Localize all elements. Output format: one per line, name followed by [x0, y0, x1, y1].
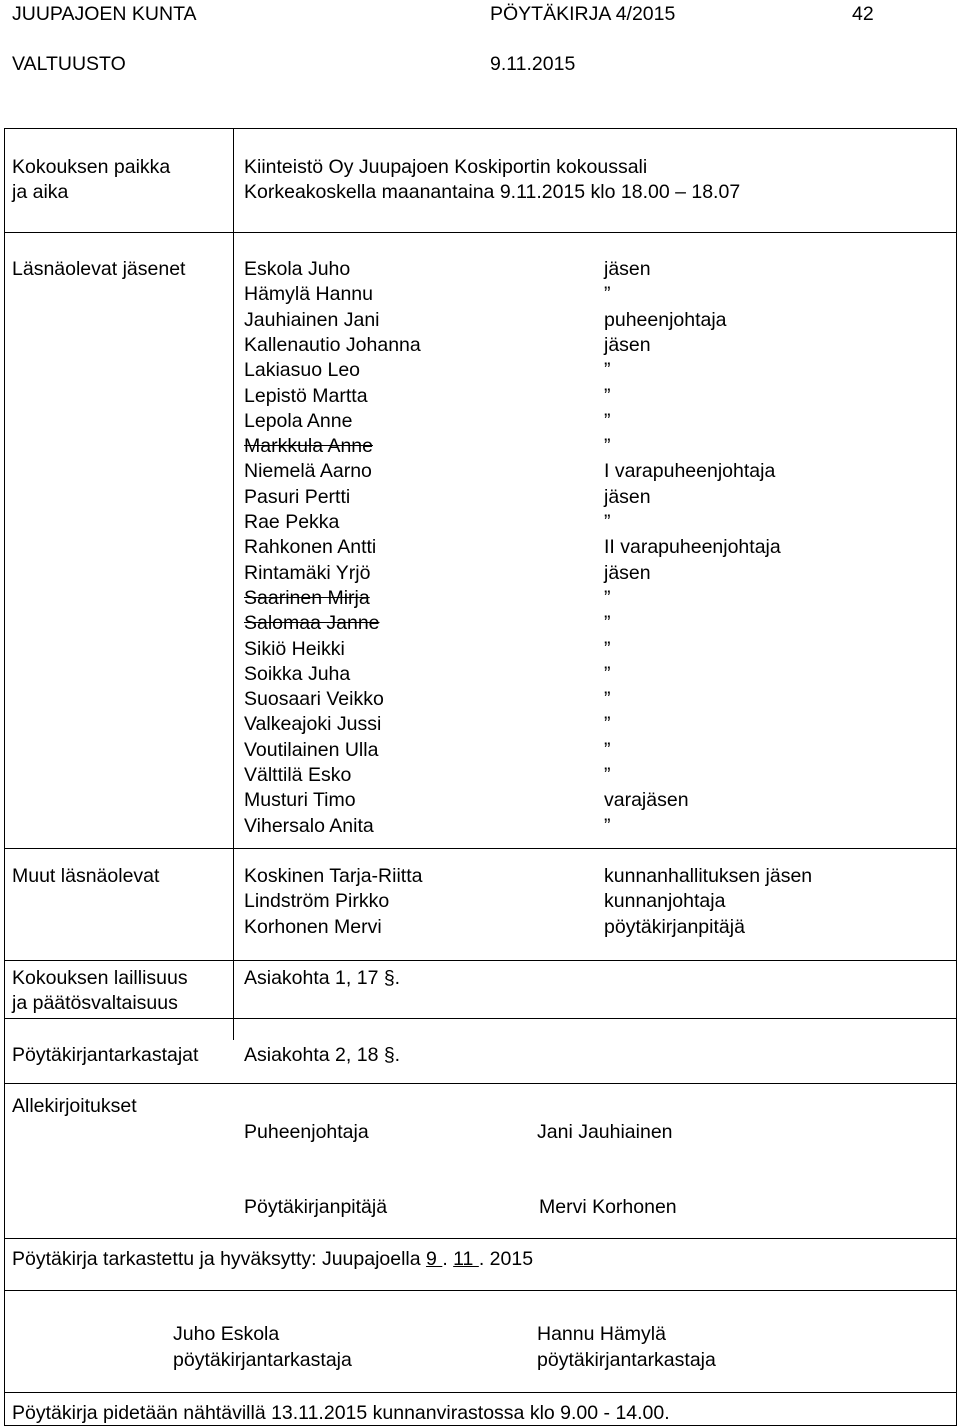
member-role: ” — [604, 385, 611, 407]
row-divider — [4, 1083, 957, 1084]
signatures-label: Allekirjoitukset — [12, 1095, 137, 1117]
other-person-name: Lindström Pirkko — [244, 890, 390, 912]
secretary-title: Pöytäkirjanpitäjä — [244, 1196, 388, 1218]
column-divider — [233, 128, 234, 1040]
member-role: jäsen — [604, 562, 651, 584]
checker-title: pöytäkirjantarkastaja — [537, 1349, 716, 1371]
member-name: Saarinen Mirja — [244, 587, 370, 609]
body-name: VALTUUSTO — [12, 53, 126, 75]
member-role: ” — [604, 713, 611, 735]
member-role: ” — [604, 815, 611, 837]
approval-line — [12, 1247, 533, 1272]
approval-separator: . — [442, 1248, 454, 1270]
member-name: Voutilainen Ulla — [244, 739, 379, 761]
document-date: 9.11.2015 — [490, 53, 576, 75]
checker-name: Juho Eskola — [173, 1323, 280, 1345]
secretary-name: Mervi Korhonen — [539, 1196, 677, 1218]
row-divider — [4, 1018, 957, 1019]
member-role: ” — [604, 764, 611, 786]
present-members-label: Läsnäolevat jäsenet — [12, 258, 186, 280]
member-role: ” — [604, 359, 611, 381]
member-name: Välttilä Esko — [244, 764, 352, 786]
legality-label-line1: Kokouksen laillisuus — [12, 967, 188, 989]
row-divider — [4, 848, 957, 849]
member-role: varajäsen — [604, 789, 689, 811]
row-divider — [4, 1290, 957, 1291]
checker-title: pöytäkirjantarkastaja — [173, 1349, 352, 1371]
checker-name: Hannu Hämylä — [537, 1323, 666, 1345]
member-role: ” — [604, 688, 611, 710]
legality-value: Asiakohta 1, 17 §. — [244, 967, 401, 989]
member-name: Soikka Juha — [244, 663, 351, 685]
member-role: ” — [604, 638, 611, 660]
member-role: ” — [604, 612, 611, 634]
member-name: Lakiasuo Leo — [244, 359, 361, 381]
other-person-name: Koskinen Tarja-Riitta — [244, 865, 423, 887]
member-name: Eskola Juho — [244, 258, 351, 280]
other-person-role: kunnanhallituksen jäsen — [604, 865, 813, 887]
page-number: 42 — [852, 3, 874, 25]
meeting-label-line2: ja aika — [12, 181, 69, 203]
frame-top-border — [4, 128, 957, 129]
footer-note: Pöytäkirja pidetään nähtävillä 13.11.2015 kunnanvirastossa klo 9.00 - 14.00. — [12, 1402, 670, 1424]
member-name: Salomaa Janne — [244, 612, 380, 634]
member-role: ” — [604, 511, 611, 533]
member-name: Lepola Anne — [244, 410, 353, 432]
other-person-role: pöytäkirjanpitäjä — [604, 916, 745, 938]
approval-year: . 2015 — [478, 1248, 534, 1270]
member-name: Musturi Timo — [244, 789, 356, 811]
member-role: ” — [604, 283, 611, 305]
others-present-label: Muut läsnäolevat — [12, 865, 160, 887]
document-label: PÖYTÄKIRJA 4/2015 — [490, 3, 676, 25]
legality-label-line2: ja päätösvaltaisuus — [12, 992, 178, 1014]
member-name: Vihersalo Anita — [244, 815, 374, 837]
member-role: puheenjohtaja — [604, 309, 727, 331]
member-name: Rintamäki Yrjö — [244, 562, 371, 584]
member-role: ” — [604, 435, 611, 457]
approval-text: Pöytäkirja tarkastettu ja hyväksytty: Juupajoella — [12, 1248, 427, 1270]
municipality-name: JUUPAJOEN KUNTA — [12, 3, 197, 25]
member-role: jäsen — [604, 486, 651, 508]
member-name: Kallenautio Johanna — [244, 334, 421, 356]
member-name: Hämylä Hannu — [244, 283, 373, 305]
member-name: Lepistö Martta — [244, 385, 368, 407]
member-name: Sikiö Heikki — [244, 638, 345, 660]
meeting-place: Kiinteistö Oy Juupajoen Koskiportin kokoussali — [244, 156, 648, 178]
row-divider — [4, 1238, 957, 1239]
member-name: Markkula Anne — [244, 435, 373, 457]
approval-day: 9 — [426, 1248, 443, 1270]
member-name: Rahkonen Antti — [244, 536, 377, 558]
other-person-name: Korhonen Mervi — [244, 916, 382, 938]
member-role: I varapuheenjohtaja — [604, 460, 776, 482]
meeting-label-line1: Kokouksen paikka — [12, 156, 171, 178]
member-name: Rae Pekka — [244, 511, 340, 533]
chair-title: Puheenjohtaja — [244, 1121, 369, 1143]
member-role: ” — [604, 663, 611, 685]
meeting-time: Korkeakoskella maanantaina 9.11.2015 klo 18.00 – 18.07 — [244, 181, 741, 203]
row-divider — [4, 960, 957, 961]
row-divider — [4, 1392, 957, 1393]
reviewers-value: Asiakohta 2, 18 §. — [244, 1044, 401, 1066]
member-role: ” — [604, 410, 611, 432]
approval-month: 11 — [453, 1248, 479, 1270]
member-name: Niemelä Aarno — [244, 460, 372, 482]
member-role: II varapuheenjohtaja — [604, 536, 781, 558]
frame-right-border — [956, 128, 957, 1426]
reviewers-label: Pöytäkirjantarkastajat — [12, 1044, 199, 1066]
chair-name: Jani Jauhiainen — [537, 1121, 673, 1143]
member-name: Jauhiainen Jani — [244, 309, 380, 331]
member-role: jäsen — [604, 258, 651, 280]
member-role: ” — [604, 587, 611, 609]
member-name: Pasuri Pertti — [244, 486, 351, 508]
frame-left-border — [4, 128, 5, 1426]
other-person-role: kunnanjohtaja — [604, 890, 726, 912]
member-role: jäsen — [604, 334, 651, 356]
member-role: ” — [604, 739, 611, 761]
member-name: Suosaari Veikko — [244, 688, 384, 710]
row-divider — [4, 232, 957, 233]
member-name: Valkeajoki Jussi — [244, 713, 382, 735]
